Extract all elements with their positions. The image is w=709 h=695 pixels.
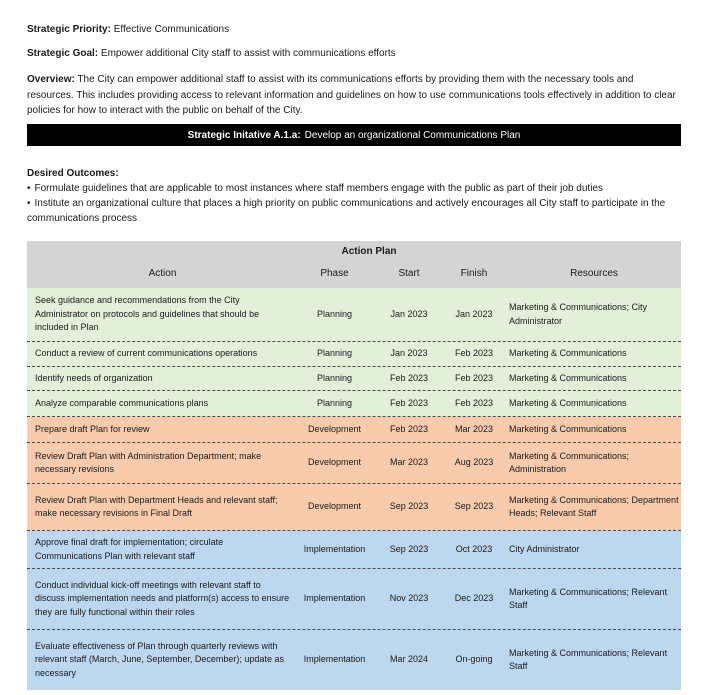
phase-cell: Development <box>307 501 362 512</box>
finish-cell: Dec 2023 <box>454 593 494 604</box>
desired-outcomes-title: Desired Outcomes: <box>27 168 119 179</box>
resources-cell: Marketing & Communications; Administration <box>509 450 630 474</box>
resources-cell: Marketing & Communications; Relevant Staff <box>509 647 668 671</box>
strategic-goal-label: Strategic Goal: <box>27 48 99 59</box>
phase-cell: Implementation <box>303 654 366 665</box>
phase-cell: Implementation <box>303 593 366 604</box>
action-cell: Evaluate effectiveness of Plan through quarterly reviews with relevant staff (March, June, September, December); update as necessary <box>35 640 284 678</box>
start-cell: Jan 2023 <box>390 308 428 319</box>
table-row <box>27 342 681 367</box>
column-header-finish: Finish <box>460 268 488 279</box>
finish-cell: Aug 2023 <box>454 457 494 468</box>
overview-text: The City can empower additional staff to assist with its communications efforts by providing them with the necessary tools and resources. This includes providing access to relevant information and guidelines on how to use communications tools effectively in addition to clear policies for how to interact with the public on behalf of the City. <box>27 74 676 116</box>
finish-cell: Feb 2023 <box>454 372 494 383</box>
column-header-phase: Phase <box>320 268 349 279</box>
action-plan-title: Action Plan <box>341 246 397 257</box>
bullet-icon: • <box>27 183 31 194</box>
action-cell: Conduct a review of current communications operations <box>35 348 258 359</box>
resources-cell: Marketing & Communications; Relevant Staff <box>509 586 668 610</box>
start-cell: Nov 2023 <box>389 593 429 604</box>
strategic-priority <box>27 22 229 38</box>
outcome-text: Institute an organizational culture that places a high priority on public communications and actively encourages all City staff to participate in the communications process <box>27 198 666 224</box>
column-header-start: Start <box>398 268 420 279</box>
outcome-item <box>27 196 681 226</box>
table-row <box>27 531 681 569</box>
column-header-action: Action <box>148 268 177 279</box>
action-cell: Seek guidance and recommendations from the City Administrator on protocols and guidelines that should be included in Plan <box>35 295 260 333</box>
table-row <box>27 391 681 417</box>
phase-cell: Implementation <box>303 543 366 554</box>
strategic-initiative-banner <box>27 124 681 146</box>
start-cell: Feb 2023 <box>389 372 429 383</box>
action-cell: Identify needs of organization <box>35 372 153 383</box>
table-row <box>27 443 681 484</box>
phase-cell: Planning <box>316 372 353 383</box>
action-cell: Approve final draft for implementation; circulate Communications Plan with relevant staff <box>35 537 224 561</box>
start-cell: Jan 2023 <box>390 348 428 359</box>
outcome-text: Formulate guidelines that are applicable to most instances where staff members engage with the public as part of their job duties <box>34 183 603 194</box>
action-cell: Review Draft Plan with Administration Department; make necessary revisions <box>35 450 262 474</box>
action-cell: Analyze comparable communications plans <box>35 397 209 408</box>
resources-cell: Marketing & Communications; Department Heads; Relevant Staff <box>509 494 679 518</box>
finish-cell: Mar 2023 <box>454 423 494 434</box>
resources-cell: City Administrator <box>509 543 580 554</box>
strategic-initiative-value: Develop an organizational Communications Plan <box>304 129 521 141</box>
table-row <box>27 417 681 443</box>
start-cell: Sep 2023 <box>389 543 429 554</box>
phase-cell: Development <box>307 423 362 434</box>
finish-cell: Oct 2023 <box>455 543 493 554</box>
strategic-priority-value: Effective Communications <box>113 24 230 35</box>
action-plan-table <box>27 241 681 690</box>
strategic-goal-value: Empower additional City staff to assist with communications efforts <box>100 48 396 59</box>
overview-label: Overview: <box>27 74 75 85</box>
table-row <box>27 569 681 630</box>
phase-cell: Planning <box>316 308 353 319</box>
start-cell: Mar 2024 <box>389 654 429 665</box>
resources-cell: Marketing & Communications; City Administrator <box>509 302 648 326</box>
finish-cell: On-going <box>455 654 493 665</box>
table-row <box>27 288 681 342</box>
phase-cell: Development <box>307 457 362 468</box>
start-cell: Mar 2023 <box>389 457 429 468</box>
strategic-priority-label: Strategic Priority: <box>27 24 111 35</box>
resources-cell: Marketing & Communications <box>509 372 627 383</box>
strategic-initiative-label: Strategic Initative A.1.a: <box>187 129 301 141</box>
resources-cell: Marketing & Communications <box>509 397 627 408</box>
resources-cell: Marketing & Communications <box>509 348 627 359</box>
action-cell: Conduct individual kick-off meetings with relevant staff to discuss implementation needs and platform(s) access to ensure they are fully functional within their roles <box>35 579 290 617</box>
phase-cell: Planning <box>316 348 353 359</box>
bullet-icon: • <box>27 198 31 209</box>
action-cell: Review Draft Plan with Department Heads and relevant staff; make necessary revisions in Final Draft <box>35 494 278 518</box>
finish-cell: Sep 2023 <box>454 501 494 512</box>
table-row <box>27 367 681 391</box>
finish-cell: Feb 2023 <box>454 348 494 359</box>
action-plan-header <box>27 241 681 288</box>
phase-cell: Planning <box>316 397 353 408</box>
action-cell: Prepare draft Plan for review <box>35 423 150 434</box>
outcome-item <box>27 181 681 196</box>
table-row <box>27 630 681 690</box>
column-header-resources: Resources <box>570 268 618 279</box>
start-cell: Feb 2023 <box>389 397 429 408</box>
resources-cell: Marketing & Communications <box>509 423 627 434</box>
table-row <box>27 484 681 531</box>
finish-cell: Jan 2023 <box>455 308 493 319</box>
start-cell: Sep 2023 <box>389 501 429 512</box>
overview <box>27 72 681 119</box>
strategic-goal <box>27 46 396 62</box>
finish-cell: Feb 2023 <box>454 397 494 408</box>
start-cell: Feb 2023 <box>389 423 429 434</box>
desired-outcomes <box>27 166 681 226</box>
